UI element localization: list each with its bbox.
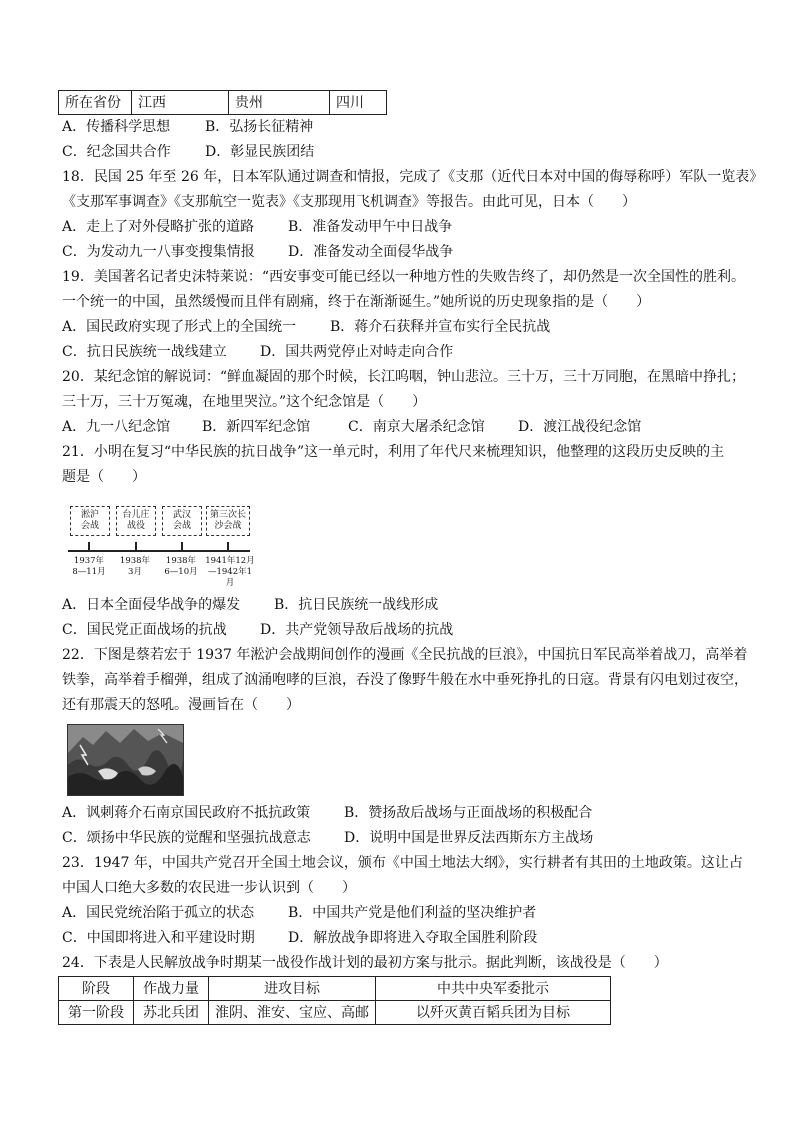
table-cell: 四川 [330, 91, 387, 115]
table-header-row [59, 977, 611, 1001]
table-cell: 以歼灭黄百韬兵团为目标 [376, 1001, 611, 1025]
timeline-tick [135, 542, 137, 552]
province-table [58, 90, 387, 115]
timeline-tick [227, 542, 229, 552]
timeline-date-label [112, 556, 158, 578]
timeline-date: —1942年1月 [207, 567, 253, 588]
q21-option-a[interactable]: A．日本全面侵华战争的爆发 [62, 597, 241, 613]
q20-option-b[interactable]: B．新四军纪念馆 [202, 419, 311, 435]
q18-stem-line1: 18．民国 25 年至 26 年，日本军队通过调查和情报，完成了《支那（近代日本对中国的侮辱称呼）军队一览表》 [62, 169, 764, 185]
q17-option-b[interactable]: B．弘扬长征精神 [205, 119, 314, 135]
timeline-date: 1938年 [119, 556, 151, 566]
timeline-date: 8—11月 [72, 567, 106, 577]
q23-stem-line1: 23．1947 年，中国共产党召开全国土地会议，颁布《中国土地法大纲》，实行耕者有其田的土地政策。这让占 [62, 855, 743, 871]
q18-option-d[interactable]: D．准备发动全面侵华战争 [288, 244, 454, 260]
q20-option-c[interactable]: C．南京大屠杀纪念馆 [348, 419, 485, 435]
q17-options-row2 [62, 145, 314, 159]
timeline-tick [88, 542, 90, 552]
timeline-figure [66, 500, 256, 588]
timeline-event-box [206, 506, 250, 536]
timeline-axis [68, 550, 250, 552]
q23-options-row1 [62, 906, 536, 920]
q21-stem-line1: 21．小明在复习“中华民族的抗日战争”这一单元时，利用了年代尺来梳理知识，他整理的这段历史反映的主 [62, 444, 725, 460]
q19-option-d[interactable]: D．国共两党停止对峙走向合作 [260, 344, 454, 360]
q22-option-a[interactable]: A．讽刺蒋介石南京国民政府不抵抗政策 [62, 805, 311, 821]
q21-options-row2 [62, 623, 453, 637]
q18-options-row2 [62, 245, 453, 259]
table-header-cell: 中共中央军委批示 [376, 977, 611, 1001]
q19-stem-line2: 一个统一的中国，虽然缓慢而且伴有剧痛，终于在渐渐诞生。”她所说的历史现象指的是（ ） [62, 294, 651, 310]
q19-option-a[interactable]: A．国民政府实现了形式上的全国统一 [62, 319, 297, 335]
q18-options-row1 [62, 220, 452, 234]
timeline-date: 3月 [128, 567, 142, 577]
timeline-event-name: 会战 [80, 521, 99, 531]
timeline-event-box [70, 506, 110, 536]
q20-stem-line1: 20．某纪念馆的解说词：“鲜血凝固的那个时候，长江呜咽，钟山悲泣。三十万，三十万同胞，在黑暗中挣扎； [62, 369, 745, 385]
q17-option-a[interactable]: A．传播科学思想 [62, 119, 171, 135]
q22-option-b[interactable]: B．赞扬敌后战场与正面战场的积极配合 [344, 805, 593, 821]
q23-options-row2 [62, 931, 537, 945]
q18-stem-line2: 《支那军事调查》《支那航空一览表》《支那现用飞机调查》等报告。由此可见，日本（ ） [62, 194, 636, 210]
q21-option-b[interactable]: B．抗日民族统一战线形成 [274, 597, 439, 613]
timeline-event-name: 第三次长 [209, 510, 246, 520]
q22-stem-line1: 22．下图是蔡若宏于 1937 年淞沪会战期间创作的漫画《全民抗战的巨浪》，中国抗日军民高举着战刀，高举着 [62, 647, 748, 663]
q19-options-row2 [62, 345, 453, 359]
timeline-date-label [204, 556, 256, 589]
timeline-date-label [158, 556, 204, 578]
q22-options-row2 [62, 831, 593, 845]
timeline-event-name: 台儿庄 [122, 510, 150, 520]
q22-stem-line3: 还有那震天的怒吼。漫画旨在（ ） [62, 697, 300, 713]
q17-options-row1 [62, 120, 313, 134]
q23-option-d[interactable]: D．解放战争即将进入夺取全国胜利阶段 [288, 930, 538, 946]
q21-options-row1 [62, 598, 438, 612]
table-cell: 第一阶段 [59, 1001, 134, 1025]
table-cell: 所在省份 [59, 91, 132, 115]
table-header-cell: 作战力量 [134, 977, 209, 1001]
timeline-date: 6—10月 [164, 567, 198, 577]
q19-option-b[interactable]: B．蒋介石获释并宣布实行全民抗战 [330, 319, 551, 335]
timeline-date: 1938年 [165, 556, 197, 566]
q24-stem-line1: 24．下表是人民解放战争时期某一战役作战计划的最初方案与批示。据此判断，该战役是（ ） [62, 955, 668, 971]
q17-option-c[interactable]: C．纪念国共合作 [62, 144, 171, 160]
q18-option-c[interactable]: C．为发动九一八事变搜集情报 [62, 244, 255, 260]
q21-option-c[interactable]: C．国民党正面战场的抗战 [62, 622, 227, 638]
timeline-event-name: 战役 [126, 521, 145, 531]
q22-option-c[interactable]: C．颂扬中华民族的觉醒和坚强抗战意志 [62, 830, 311, 846]
table-cell: 淮阴、淮安、宝应、高邮 [209, 1001, 376, 1025]
q21-option-d[interactable]: D．共产党领导敌后战场的抗战 [260, 622, 454, 638]
table-row [59, 1001, 611, 1025]
timeline-event-box [162, 506, 202, 536]
q20-stem-line2: 三十万，三十万冤魂，在地里哭泣。”这个纪念馆是（ ） [62, 394, 427, 410]
table-header-cell: 进攻目标 [209, 977, 376, 1001]
timeline-tick [181, 542, 183, 552]
q17-option-d[interactable]: D．彰显民族团结 [205, 144, 315, 160]
timeline-date: 1937年 [73, 556, 105, 566]
table-header-cell: 阶段 [59, 977, 134, 1001]
q19-options-row1 [62, 320, 550, 334]
q18-option-b[interactable]: B．准备发动甲午中日战争 [288, 219, 453, 235]
q18-option-a[interactable]: A．走上了对外侵略扩张的道路 [62, 219, 255, 235]
q23-option-c[interactable]: C．中国即将进入和平建设时期 [62, 930, 255, 946]
table-cell: 苏北兵团 [134, 1001, 209, 1025]
q19-option-c[interactable]: C．抗日民族统一战线建立 [62, 344, 227, 360]
q23-stem-line2: 中国人口绝大多数的农民进一步认识到（ ） [62, 880, 356, 896]
cartoon-illustration [68, 725, 183, 795]
q23-option-b[interactable]: B．中国共产党是他们利益的坚决维护者 [288, 905, 537, 921]
timeline-event-box [116, 506, 156, 536]
table-cell: 贵州 [229, 91, 330, 115]
cartoon-image [67, 724, 184, 796]
q22-stem-line2: 铁拳，高举着手榴弹，组成了汹涌咆哮的巨浪，吞没了像野牛般在水中垂死挣扎的日寇。背景有闪电划过夜空， [62, 672, 748, 688]
timeline-event-name: 淞沪 [80, 510, 99, 520]
timeline-date: 1941年12月 [205, 556, 255, 566]
q22-options-row1 [62, 806, 592, 820]
q20-options-row [62, 420, 641, 434]
campaign-table [58, 976, 611, 1025]
table-cell: 江西 [132, 91, 229, 115]
q21-stem-line2: 题是（ ） [62, 469, 146, 485]
timeline-date-label [66, 556, 112, 578]
q20-option-a[interactable]: A．九一八纪念馆 [62, 419, 171, 435]
q23-option-a[interactable]: A．国民党统治陷于孤立的状态 [62, 905, 255, 921]
timeline-event-name: 武汉 [172, 510, 191, 520]
q19-stem-line1: 19．美国著名记者史沫特莱说：“西安事变可能已经以一种地方性的失败告终了，却仍然是一次全国性的胜利。 [62, 269, 745, 285]
timeline-event-name: 沙会战 [214, 521, 242, 531]
q20-option-d[interactable]: D．渡江战役纪念馆 [518, 419, 642, 435]
q22-option-d[interactable]: D．说明中国是世界反法西斯东方主战场 [344, 830, 594, 846]
timeline-event-name: 会战 [172, 521, 191, 531]
